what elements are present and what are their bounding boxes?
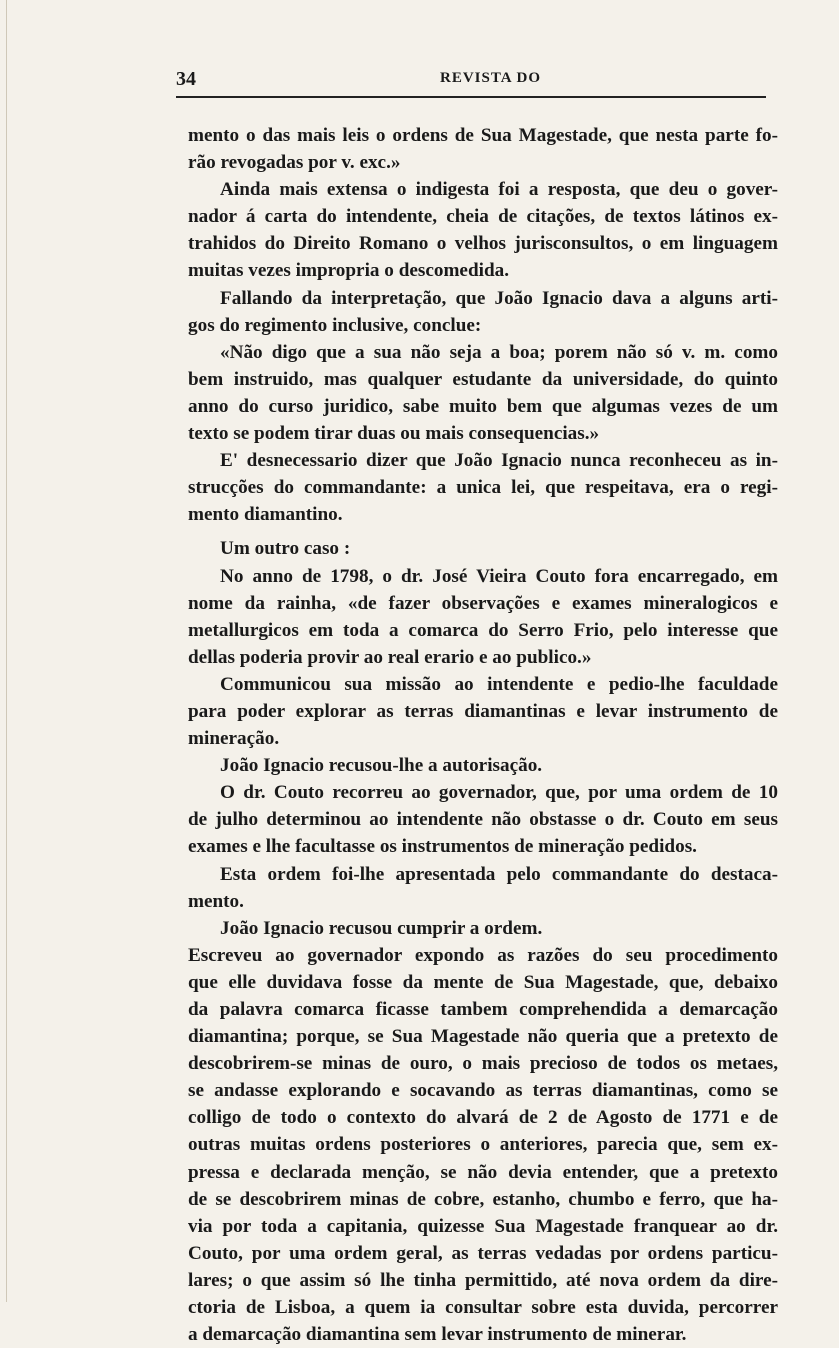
text-line: nador á carta do intendente, cheia de citações, de textos látinos ex- <box>188 206 778 228</box>
paragraph <box>188 339 778 447</box>
text-line: «Não digo que a sua não seja a boa; porem não só v. m. como <box>220 341 778 363</box>
text-line: diamantina; porque, se Sua Magestade não queria que a pretexto de <box>188 1026 778 1048</box>
page-number: 34 <box>176 68 196 90</box>
body-text <box>188 122 778 1348</box>
paragraph <box>188 447 778 528</box>
text-line: para poder explorar as terras diamantinas e levar instrumento de <box>188 700 778 722</box>
text-line: João Ignacio recusou-lhe a autorisação. <box>220 755 543 777</box>
text-line: nome da rainha, «de fazer observações e exames mineralogicos e <box>188 592 778 614</box>
text-line: Um outro caso : <box>220 538 351 560</box>
text-line: via por toda a capitania, quizesse Sua Magestade franquear ao dr. <box>188 1215 778 1237</box>
paragraph <box>188 285 778 339</box>
paragraph <box>188 861 778 915</box>
paragraph <box>188 942 778 1348</box>
text-line: se andasse explorando e socavando as terras diamantinas, como se <box>188 1080 778 1102</box>
text-line: Couto, por uma ordem geral, as terras vedadas por ordens particu- <box>188 1242 778 1264</box>
text-line: exames e lhe facultasse os instrumentos de mineração pedidos. <box>188 836 697 858</box>
text-line: dellas poderia provir ao real erario e ao publico.» <box>188 646 592 668</box>
page-header <box>176 66 766 90</box>
page-edge-line <box>6 0 7 1302</box>
text-line: mineração. <box>188 728 280 750</box>
text-line: mento o das mais leis o ordens de Sua Magestade, que nesta parte fo- <box>188 125 778 146</box>
paragraph <box>188 671 778 752</box>
text-line: O dr. Couto recorreu ao governador, que, por uma ordem de 10 <box>220 782 778 804</box>
text-line: colligo de todo o contexto do alvará de 2 de Agosto de 1771 e de <box>188 1107 778 1129</box>
text-line: lares; o que assim só lhe tinha permittido, até nova ordem da dire- <box>188 1269 778 1291</box>
paragraph-spacer <box>188 528 778 535</box>
text-line: ctoria de Lisboa, a quem ia consultar sobre esta duvida, percorrer <box>188 1297 778 1319</box>
text-line: João Ignacio recusou cumprir a ordem. <box>220 917 543 939</box>
paragraph <box>188 176 778 284</box>
text-line: E' desnecessario dizer que João Ignacio nunca reconheceu as in- <box>220 450 778 472</box>
text-line: trahidos do Direito Romano o velhos jurisconsultos, o em linguagem <box>188 233 778 255</box>
text-line: Esta ordem foi-lhe apresentada pelo commandante do destaca- <box>220 863 778 885</box>
text-line: rão revogadas por v. exc.» <box>188 152 401 174</box>
text-line: mento diamantino. <box>188 504 343 526</box>
text-line: Communicou sua missão ao intendente e pedio-lhe faculdade <box>220 673 778 695</box>
paragraph <box>188 563 778 671</box>
running-title: REVISTA DO <box>440 70 541 86</box>
text-line: a demarcação diamantina sem levar instrumento de minerar. <box>188 1324 687 1346</box>
text-line: muitas vezes impropria o descomedida. <box>188 260 510 282</box>
text-line: bem instruido, mas qualquer estudante da universidade, do quinto <box>188 368 778 390</box>
text-line: que elle duvidava fosse da mente de Sua Magestade, que, debaixo <box>188 971 778 993</box>
text-line: metallurgicos em toda a comarca do Serro Frio, pelo interesse que <box>188 619 778 641</box>
text-line: anno do curso juridico, sabe muito bem que algumas vezes de um <box>188 395 778 417</box>
text-line: gos do regimento inclusive, conclue: <box>188 314 482 336</box>
text-line: strucções do commandante: a unica lei, que respeitava, era o regi- <box>188 477 778 499</box>
header-rule <box>176 96 766 98</box>
text-line: mento. <box>188 890 244 912</box>
text-line: texto se podem tirar duas ou mais consequencias.» <box>188 423 600 445</box>
text-line: descobrirem-se minas de ouro, o mais precioso de todos os metaes, <box>188 1053 778 1075</box>
text-line: Fallando da interpretação, que João Ignacio dava a alguns arti- <box>220 287 778 309</box>
text-line: Escreveu ao governador expondo as razões do seu procedimento <box>188 944 778 966</box>
paragraph <box>188 779 778 860</box>
paragraph <box>188 535 778 562</box>
paragraph <box>188 122 778 176</box>
paragraph <box>188 915 778 942</box>
text-line: No anno de 1798, o dr. José Vieira Couto fora encarregado, em <box>220 565 778 587</box>
text-line: Ainda mais extensa o indigesta foi a resposta, que deu o gover- <box>220 179 778 201</box>
text-line: de se descobrirem minas de cobre, estanho, chumbo e ferro, que ha- <box>188 1188 778 1210</box>
text-line: da palavra comarca ficasse tambem comprehendida a demarcação <box>188 999 778 1020</box>
text-line: outras muitas ordens posteriores o anteriores, parecia que, sem ex- <box>188 1134 778 1156</box>
text-line: de julho determinou ao intendente não obstasse o dr. Couto em seus <box>188 809 778 831</box>
text-line: pressa e declarada menção, se não devia entender, que a pretexto <box>188 1161 778 1183</box>
paragraph <box>188 752 778 779</box>
